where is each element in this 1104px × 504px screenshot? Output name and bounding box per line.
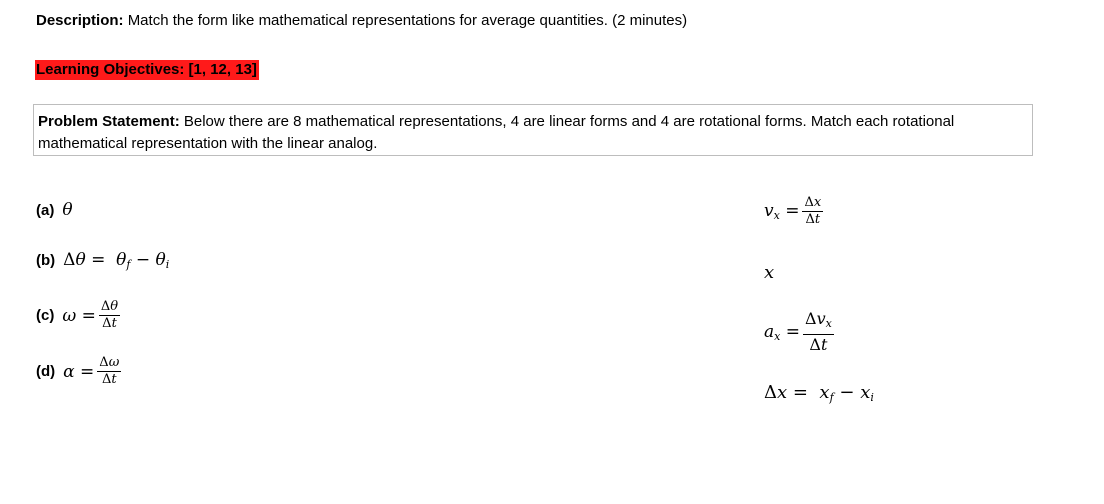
description-line: [36, 12, 687, 29]
linear-displacement-equation: $\Delta x = x_f - x_i$: [764, 382, 874, 404]
omega-equation: ω =: [62, 305, 96, 326]
problem-text: Below there are 8 mathematical representations, 4 are linear forms and 4 are rotational forms. Match each rotational mathematical representation with the linear analog.: [38, 113, 955, 152]
alpha-equation: α =: [63, 361, 95, 382]
item-d-label: (d): [36, 363, 56, 380]
problem-statement-box: [33, 104, 1033, 156]
omega-fraction: $\frac{\Delta\theta}{\Delta t}$: [100, 299, 119, 331]
velocity-fraction: $\frac{\Delta x}{\Delta t}$: [804, 195, 822, 227]
rotational-item-b: [36, 250, 169, 271]
acceleration-fraction: $\frac{\Delta v_x}{\Delta t}$: [805, 309, 832, 354]
item-c-label: (c): [36, 307, 55, 324]
learning-objectives-highlight: [35, 60, 259, 80]
problem-label: Problem Statement:: [38, 113, 180, 130]
linear-acceleration-equation: $a_x$ = $\frac{\Delta v_x}{\Delta t}$: [764, 309, 832, 354]
rotational-item-a: [36, 200, 73, 220]
description-text: Match the form like mathematical representations for average quantities. (2 minutes): [127, 12, 688, 29]
objectives-label: Learning Objectives:: [36, 61, 185, 78]
objectives-values: [1, 12, 13]: [188, 61, 257, 78]
linear-velocity-equation: $v_x$ = $\frac{\Delta x}{\Delta t}$: [764, 195, 822, 227]
item-b-label: (b): [36, 252, 56, 269]
rotational-item-d: [36, 356, 124, 387]
rotational-item-c: [36, 300, 123, 331]
linear-position: x: [764, 262, 775, 283]
description-label: Description:: [36, 12, 124, 29]
theta-symbol: θ: [62, 200, 73, 220]
item-a-label: (a): [36, 201, 55, 219]
alpha-fraction: $\frac{\Delta\omega}{\Delta t}$: [99, 355, 120, 387]
delta-theta-equation: $\Delta\theta = \theta_f - \theta_i$: [63, 250, 170, 271]
